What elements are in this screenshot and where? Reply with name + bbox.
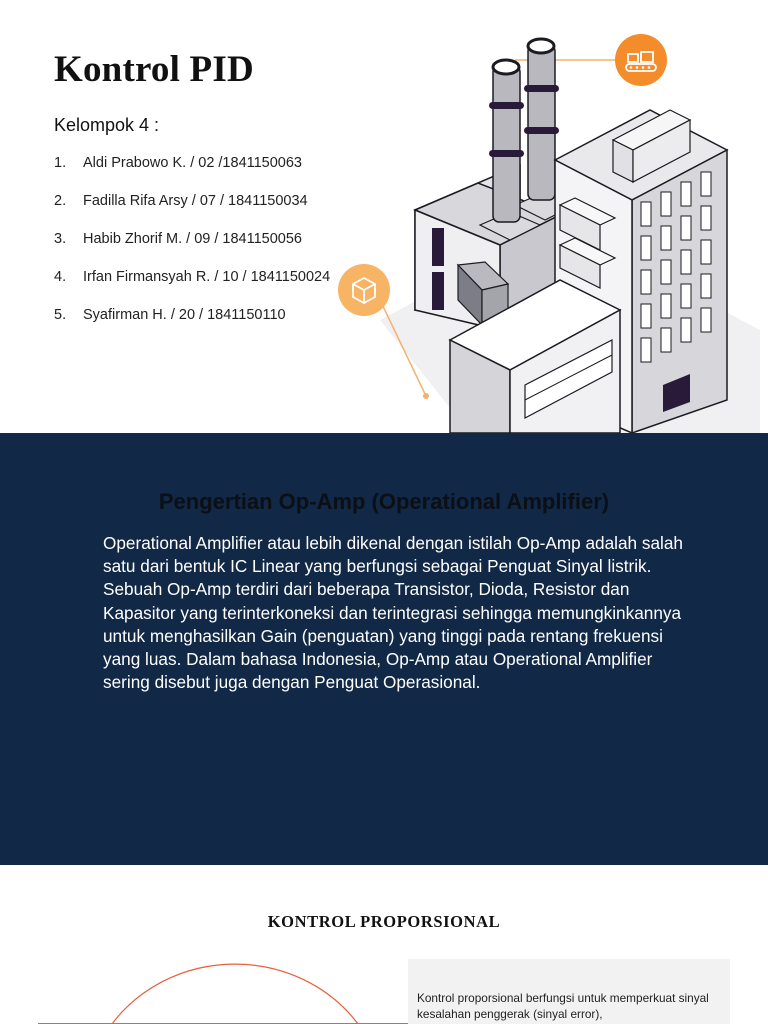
description-box (408, 959, 730, 1024)
list-item (54, 155, 330, 193)
member-name: Syafirman H. / 20 / 1841150110 (83, 307, 286, 323)
list-number: 4. (54, 269, 67, 285)
list-number: 5. (54, 307, 67, 323)
conveyor-icon (615, 34, 667, 86)
list-number: 1. (54, 155, 67, 171)
member-name: Habib Zhorif M. / 09 / 1841150056 (83, 231, 302, 247)
list-item (54, 307, 330, 345)
section-body: Operational Amplifier atau lebih dikenal dengan istilah Op-Amp adalah salah satu dari bentuk IC Linear yang berfungsi sebagai Penguat Sinyal listrik. Sebuah Op-Amp terdiri dari beberapa Transistor, Dioda, Resistor dan Kapasitor yang terinterkoneksi dan terintegrasi sehingga memungkinkannya untuk menghasilkan Gain (penguatan) yang tinggi pada rentang frekuensi yang luas. Dalam bahasa Indonesia, Op-Amp atau Operational Amplifier sering disebut juga dengan Penguat Operasional. (103, 533, 683, 693)
list-item (54, 193, 330, 231)
group-label: Kelompok 4 : (54, 115, 160, 135)
member-name: Fadilla Rifa Arsy / 07 / 1841150034 (83, 193, 308, 209)
list-number: 2. (54, 193, 67, 209)
list-item (54, 231, 330, 269)
section-title: KONTROL PROPORSIONAL (267, 912, 501, 931)
slide-title (0, 0, 768, 433)
member-name: Irfan Firmansyah R. / 10 / 1841150024 (83, 269, 331, 285)
member-list (54, 155, 330, 345)
page-title: Kontrol PID (54, 49, 254, 90)
package-box-icon (338, 264, 390, 316)
list-item (54, 269, 330, 307)
slide-opamp (0, 433, 768, 865)
list-number: 3. (54, 231, 67, 247)
factory-building-icon (330, 28, 768, 433)
description-text: Kontrol proporsional berfungsi untuk memperkuat sinyal kesalahan penggerak (sinyal error), (417, 991, 709, 1021)
section-title: Pengertian Op-Amp (Operational Amplifier) (158, 489, 610, 514)
member-name: Aldi Prabowo K. / 02 /1841150063 (83, 155, 303, 171)
slide-proporsional (0, 865, 768, 1024)
